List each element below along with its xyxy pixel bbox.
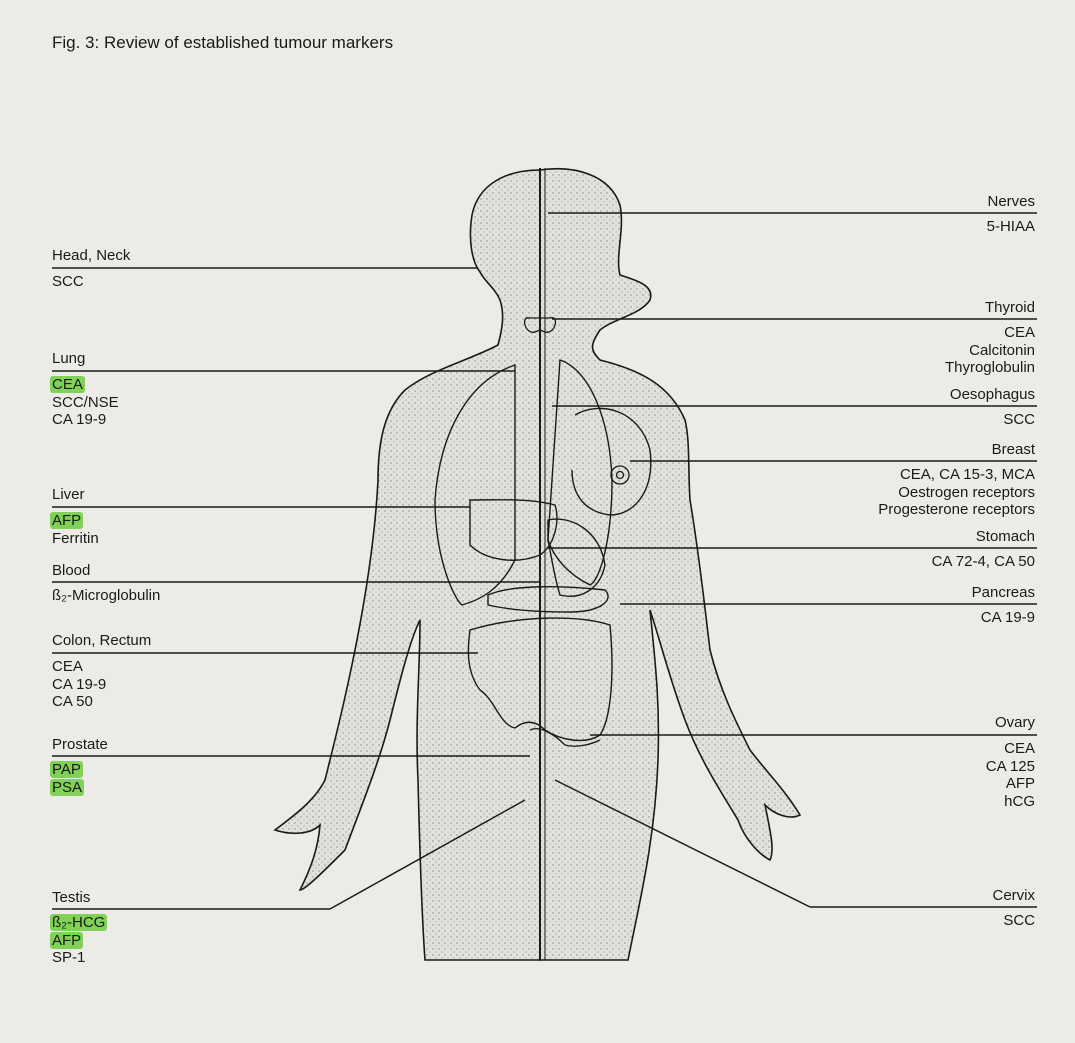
marker-row — [52, 530, 99, 547]
marker-label: PSA — [52, 778, 83, 796]
organ-label-right: Pancreas — [971, 584, 1035, 601]
marker-label: CA 72-4, CA 50 — [931, 553, 1035, 570]
organ-label-left: Lung — [52, 350, 86, 367]
marker-row — [52, 411, 106, 428]
marker-label: CEA — [1004, 324, 1035, 341]
marker-row — [52, 914, 107, 931]
organ-label-right: Ovary — [994, 714, 1035, 731]
marker-label: SP-1 — [52, 949, 86, 966]
marker-row — [52, 676, 106, 693]
marker-label: ß₂-Microglobulin — [52, 587, 161, 604]
organ-label-right: Nerves — [987, 193, 1035, 210]
marker-label: Ferritin — [52, 529, 99, 547]
marker-label: Progesterone receptors — [878, 501, 1035, 518]
marker-label: CEA — [52, 658, 83, 675]
marker-label: AFP — [52, 931, 82, 949]
organ-label-right: Stomach — [975, 528, 1035, 545]
male-silhouette — [275, 170, 540, 960]
marker-label: Calcitonin — [969, 341, 1035, 359]
marker-label: CA 19-9 — [980, 609, 1035, 626]
marker-label: Thyroglobulin — [944, 359, 1035, 376]
female-silhouette — [540, 169, 800, 960]
marker-label: AFP — [52, 512, 82, 529]
marker-label: CEA — [52, 376, 83, 393]
marker-row — [52, 376, 85, 393]
marker-label: CA 125 — [985, 757, 1035, 775]
organ-label-left: Testis — [52, 889, 91, 906]
marker-row — [52, 779, 84, 796]
organ-label-left: Liver — [52, 486, 85, 503]
marker-label: AFP — [1005, 775, 1035, 792]
organ-label-right: Thyroid — [984, 299, 1035, 316]
marker-row — [52, 693, 93, 710]
organ-label-right: Breast — [991, 441, 1035, 458]
marker-row — [52, 932, 83, 949]
marker-row — [52, 658, 83, 675]
marker-label: ß₂-HCG — [52, 914, 106, 931]
marker-label: CA 50 — [52, 693, 93, 710]
marker-label: 5-HIAA — [986, 218, 1035, 235]
marker-row — [52, 394, 119, 411]
figure-title: Fig. 3: Review of established tumour markers — [52, 33, 394, 52]
marker-row — [52, 273, 84, 290]
marker-label: CA 19-9 — [52, 411, 107, 428]
marker-label: CEA — [1004, 740, 1035, 757]
organ-label-left: Colon, Rectum — [52, 632, 152, 649]
marker-label: SCC — [52, 273, 84, 290]
organ-label-left: Blood — [52, 562, 91, 579]
marker-row — [52, 512, 83, 529]
marker-label: hCG — [1004, 792, 1035, 810]
marker-label: Oestrogen receptors — [898, 483, 1035, 501]
marker-label: SCC/NSE — [52, 393, 119, 411]
marker-label: CA 19-9 — [52, 675, 107, 693]
marker-row — [52, 587, 160, 604]
organ-label-right: Cervix — [992, 887, 1035, 904]
organ-label-left: Head, Neck — [52, 247, 131, 264]
marker-label: SCC — [1003, 411, 1035, 428]
marker-row — [52, 949, 85, 966]
marker-label: SCC — [1003, 912, 1035, 929]
marker-label: CEA, CA 15-3, MCA — [899, 466, 1035, 483]
marker-row — [52, 761, 83, 778]
organ-label-left: Prostate — [52, 736, 108, 753]
marker-label: PAP — [52, 761, 81, 778]
organ-label-right: Oesophagus — [949, 386, 1035, 403]
